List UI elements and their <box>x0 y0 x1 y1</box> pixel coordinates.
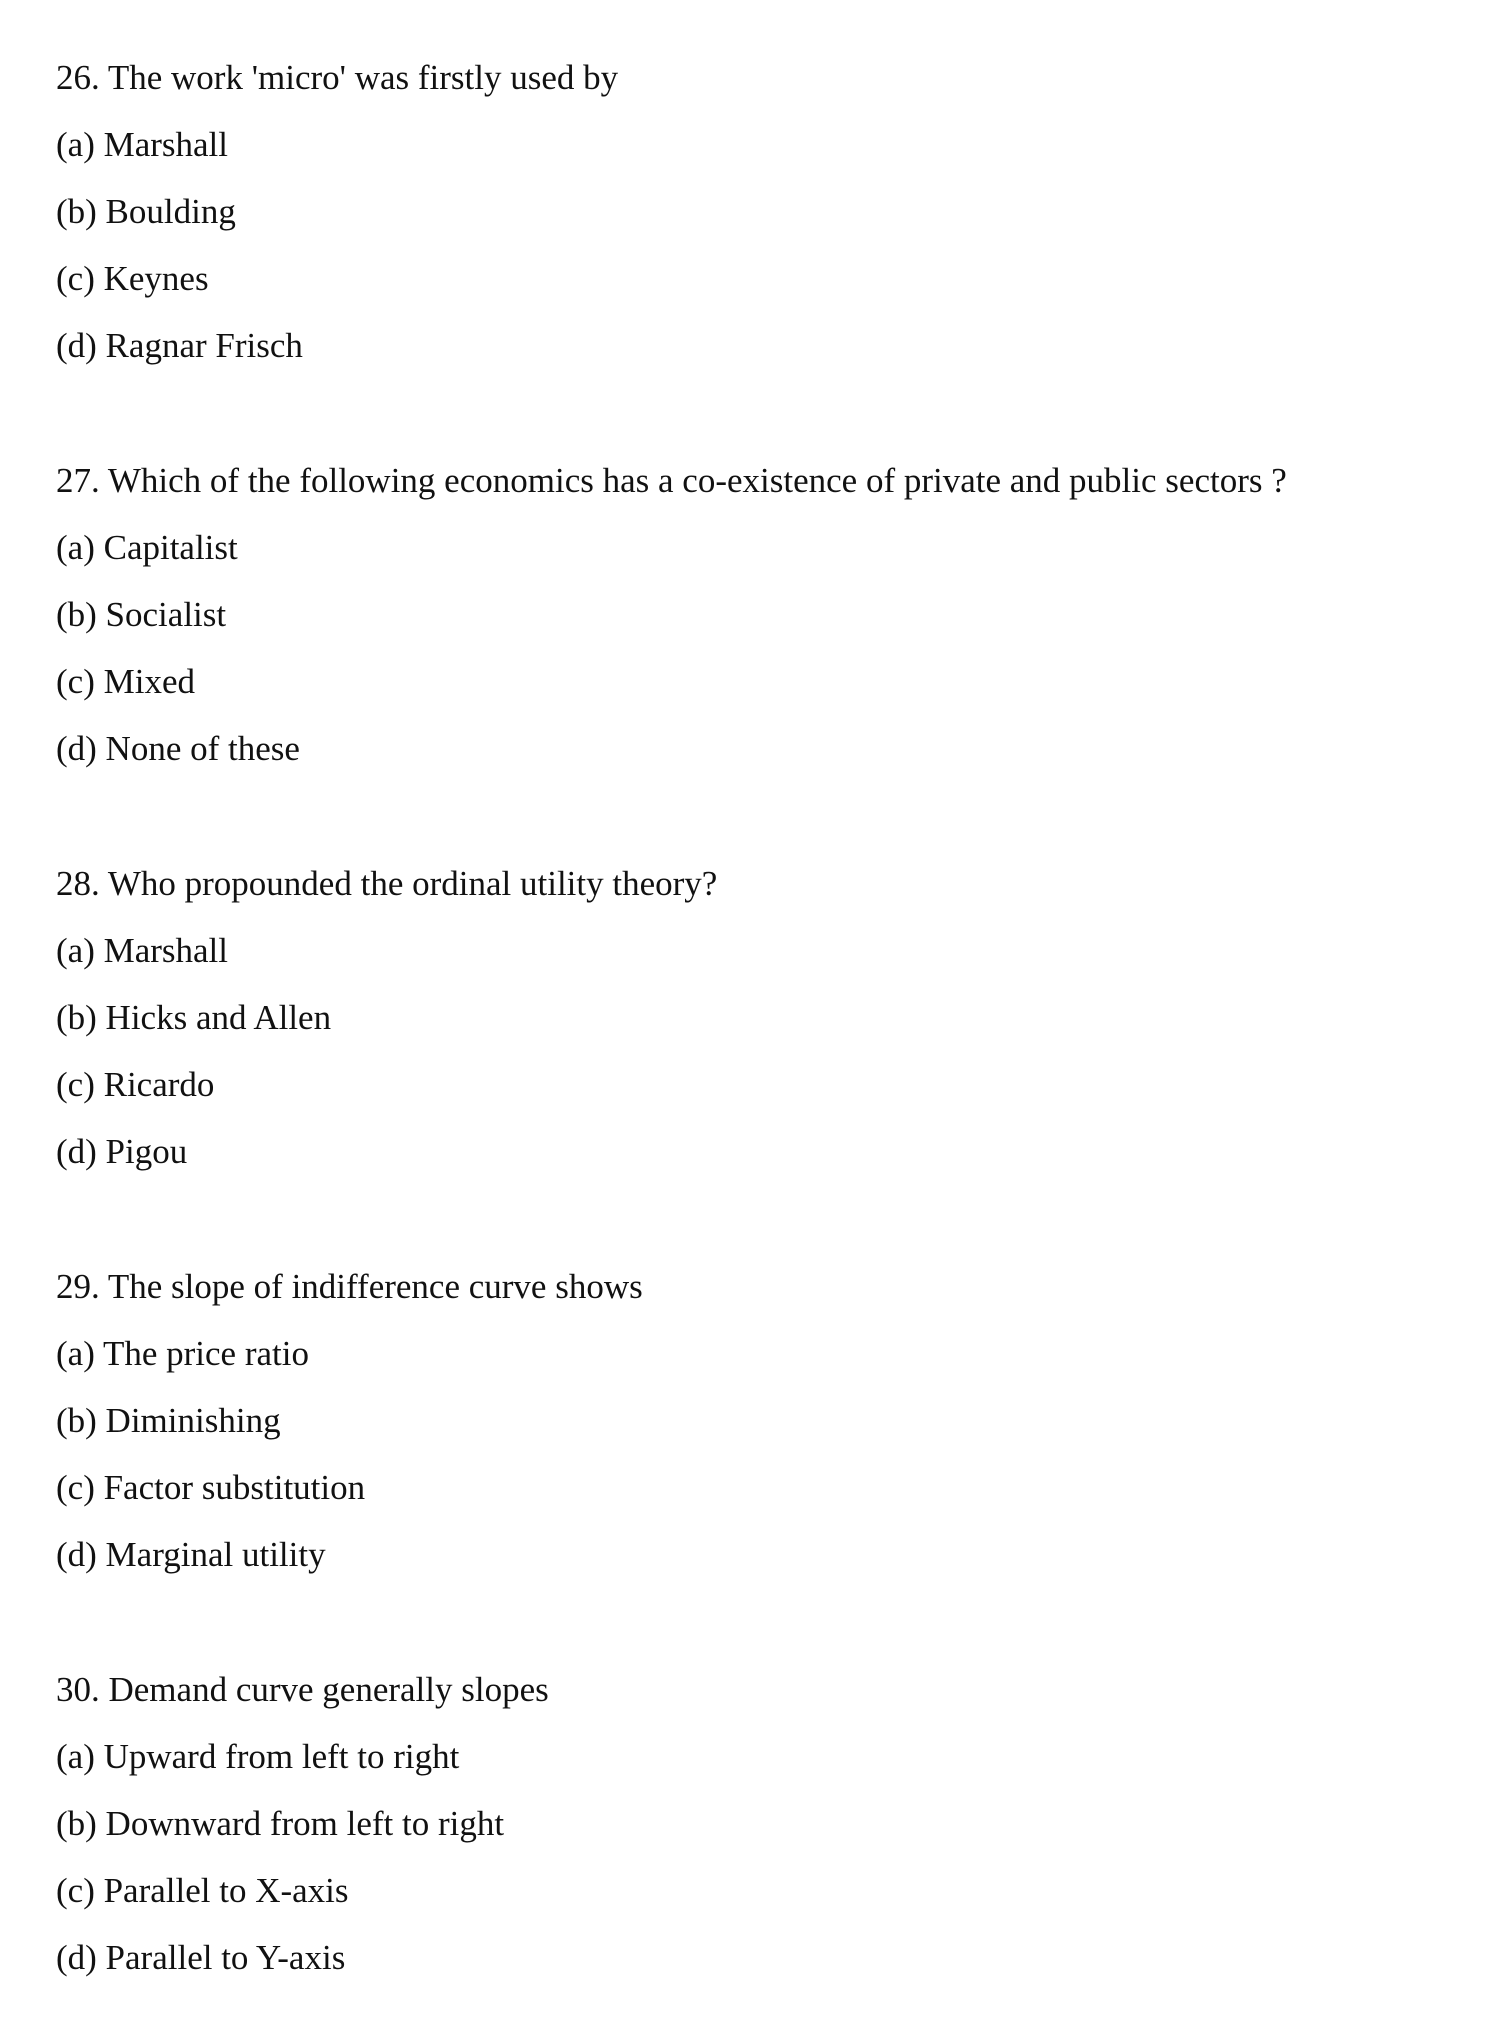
answer-option: (d) Parallel to Y-axis <box>56 1938 346 1977</box>
question-text: 27. Which of the following economics has a co-existence of private and public sectors ? <box>56 461 1287 500</box>
answer-option: (c) Mixed <box>56 662 195 701</box>
question-text: 26. The work 'micro' was firstly used by <box>56 58 619 97</box>
question-block <box>56 1253 643 1588</box>
answer-option: (a) Upward from left to right <box>56 1737 460 1776</box>
answer-option: (c) Keynes <box>56 259 209 298</box>
question-text: 28. Who propounded the ordinal utility theory? <box>56 864 718 903</box>
answer-option: (d) Pigou <box>56 1132 188 1171</box>
answer-option: (c) Parallel to X-axis <box>56 1871 349 1910</box>
answer-option: (c) Factor substitution <box>56 1468 366 1507</box>
answer-option: (a) Capitalist <box>56 528 238 567</box>
answer-option: (b) Diminishing <box>56 1401 281 1440</box>
answer-option: (a) Marshall <box>56 125 229 164</box>
answer-option: (d) Ragnar Frisch <box>56 326 303 365</box>
answer-option: (b) Downward from left to right <box>56 1804 505 1843</box>
answer-option: (a) Marshall <box>56 931 229 970</box>
question-block <box>56 1656 549 1991</box>
answer-option: (b) Hicks and Allen <box>56 998 332 1037</box>
answer-option: (d) None of these <box>56 729 300 768</box>
answer-option: (b) Boulding <box>56 192 236 231</box>
question-block <box>56 447 1287 782</box>
question-text: 30. Demand curve generally slopes <box>56 1670 549 1709</box>
question-block <box>56 44 618 379</box>
answer-option: (b) Socialist <box>56 595 227 634</box>
answer-option: (c) Ricardo <box>56 1065 215 1104</box>
question-text: 29. The slope of indifference curve shows <box>56 1267 643 1306</box>
answer-option: (d) Marginal utility <box>56 1535 326 1574</box>
answer-option: (a) The price ratio <box>56 1334 309 1373</box>
question-block <box>56 850 717 1185</box>
